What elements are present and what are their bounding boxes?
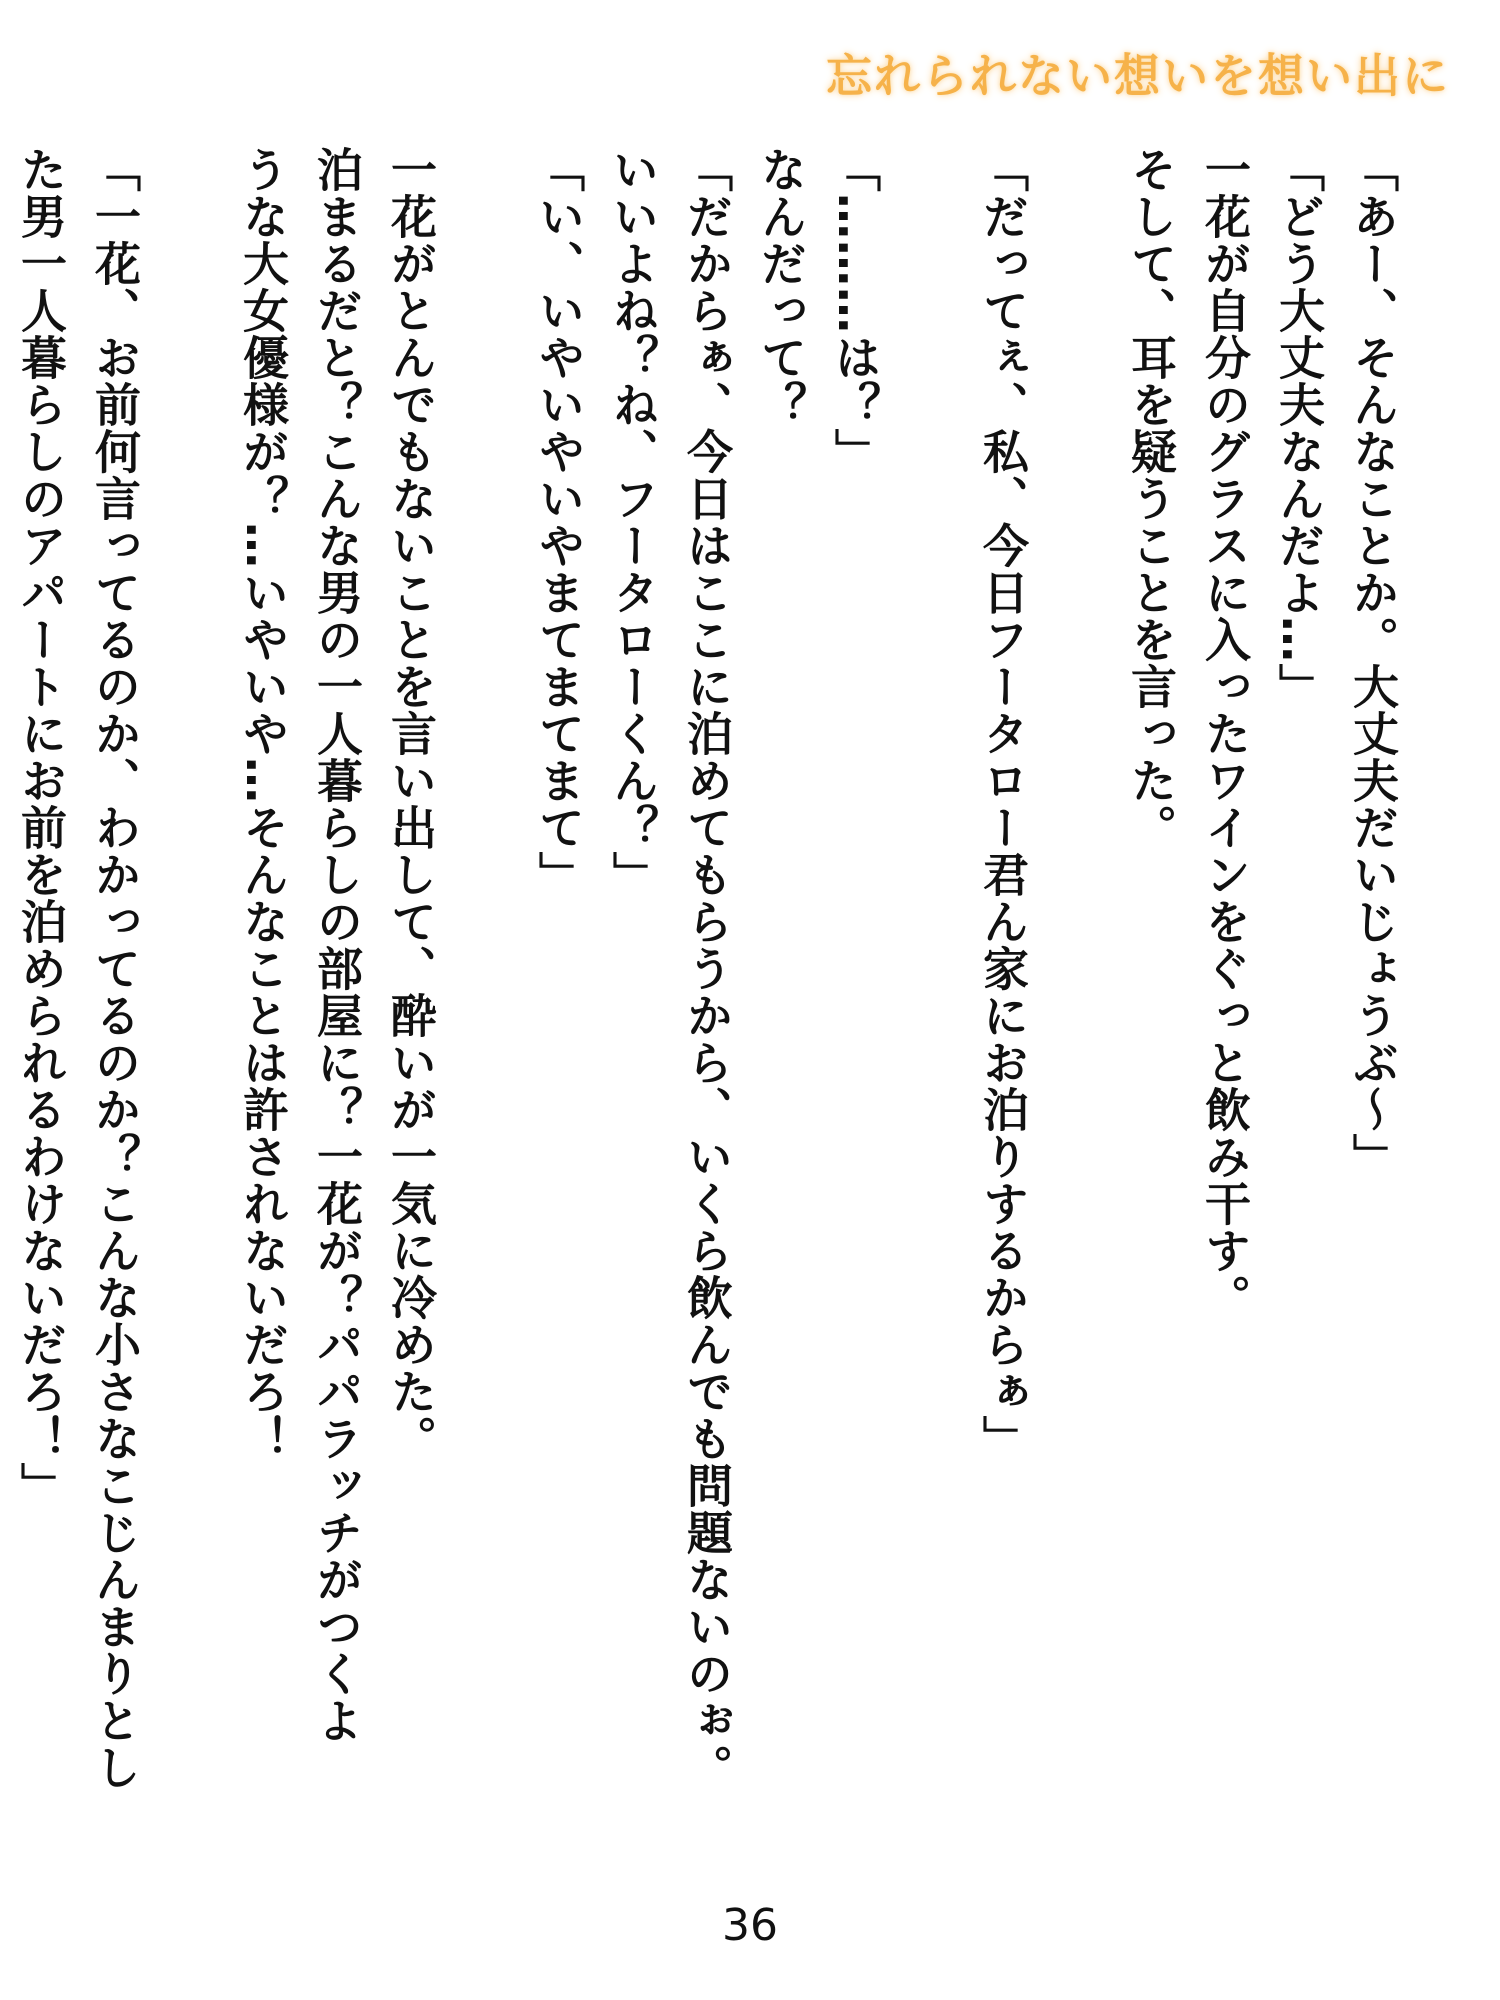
text-line: 泊まるだと？こんな男の一人暮らしの部屋に？一花が？パパラッチがつくよ <box>310 146 364 1744</box>
running-header: 忘れられない想いを想い出に <box>826 49 1450 103</box>
text-line: 「………は？」 <box>828 146 882 475</box>
body-text <box>0 146 1410 1836</box>
text-line: 「だってぇ、私、今日フータロー君ん家にお泊りするからぁ」 <box>976 146 1030 1462</box>
text-line: 「一花、お前何言ってるのか、わかってるのか？こんな小さなこじんまりとし <box>88 146 142 1791</box>
text-line: 一花が自分のグラスに入ったワインをぐっと飲み干す。 <box>1198 146 1252 1321</box>
text-line: 「あー、そんなことか。大丈夫だいじょうぶ～」 <box>1346 146 1400 1180</box>
text-line: いいよね？ね、フータローくん？」 <box>606 146 660 898</box>
text-line: 「い、いやいやいやまてまてまて」 <box>532 146 586 898</box>
text-line: うな大女優様が？…いやいや…そんなことは許されないだろ！ <box>236 146 290 1462</box>
text-line <box>0 146 4 1836</box>
blank-line <box>152 146 226 1836</box>
text-line: 一花がとんでもないことを言い出して、酔いが一気に冷めた。 <box>384 146 438 1462</box>
text-line: 「だからぁ、今日はここに泊めてもらうから、いくら飲んでも問題ないのぉ。 <box>680 146 734 1791</box>
text-line: そして、耳を疑うことを言った。 <box>1124 146 1178 851</box>
text-line: 「どう大丈夫なんだよ…」 <box>1272 146 1326 710</box>
blank-line <box>1040 146 1114 1836</box>
blank-line <box>892 146 966 1836</box>
text-line: なんだって？ <box>754 146 808 428</box>
blank-line <box>448 146 522 1836</box>
page-number: 36 <box>722 1900 778 1951</box>
text-line: た男一人暮らしのアパートにお前を泊められるわけないだろ！」 <box>14 146 68 1509</box>
